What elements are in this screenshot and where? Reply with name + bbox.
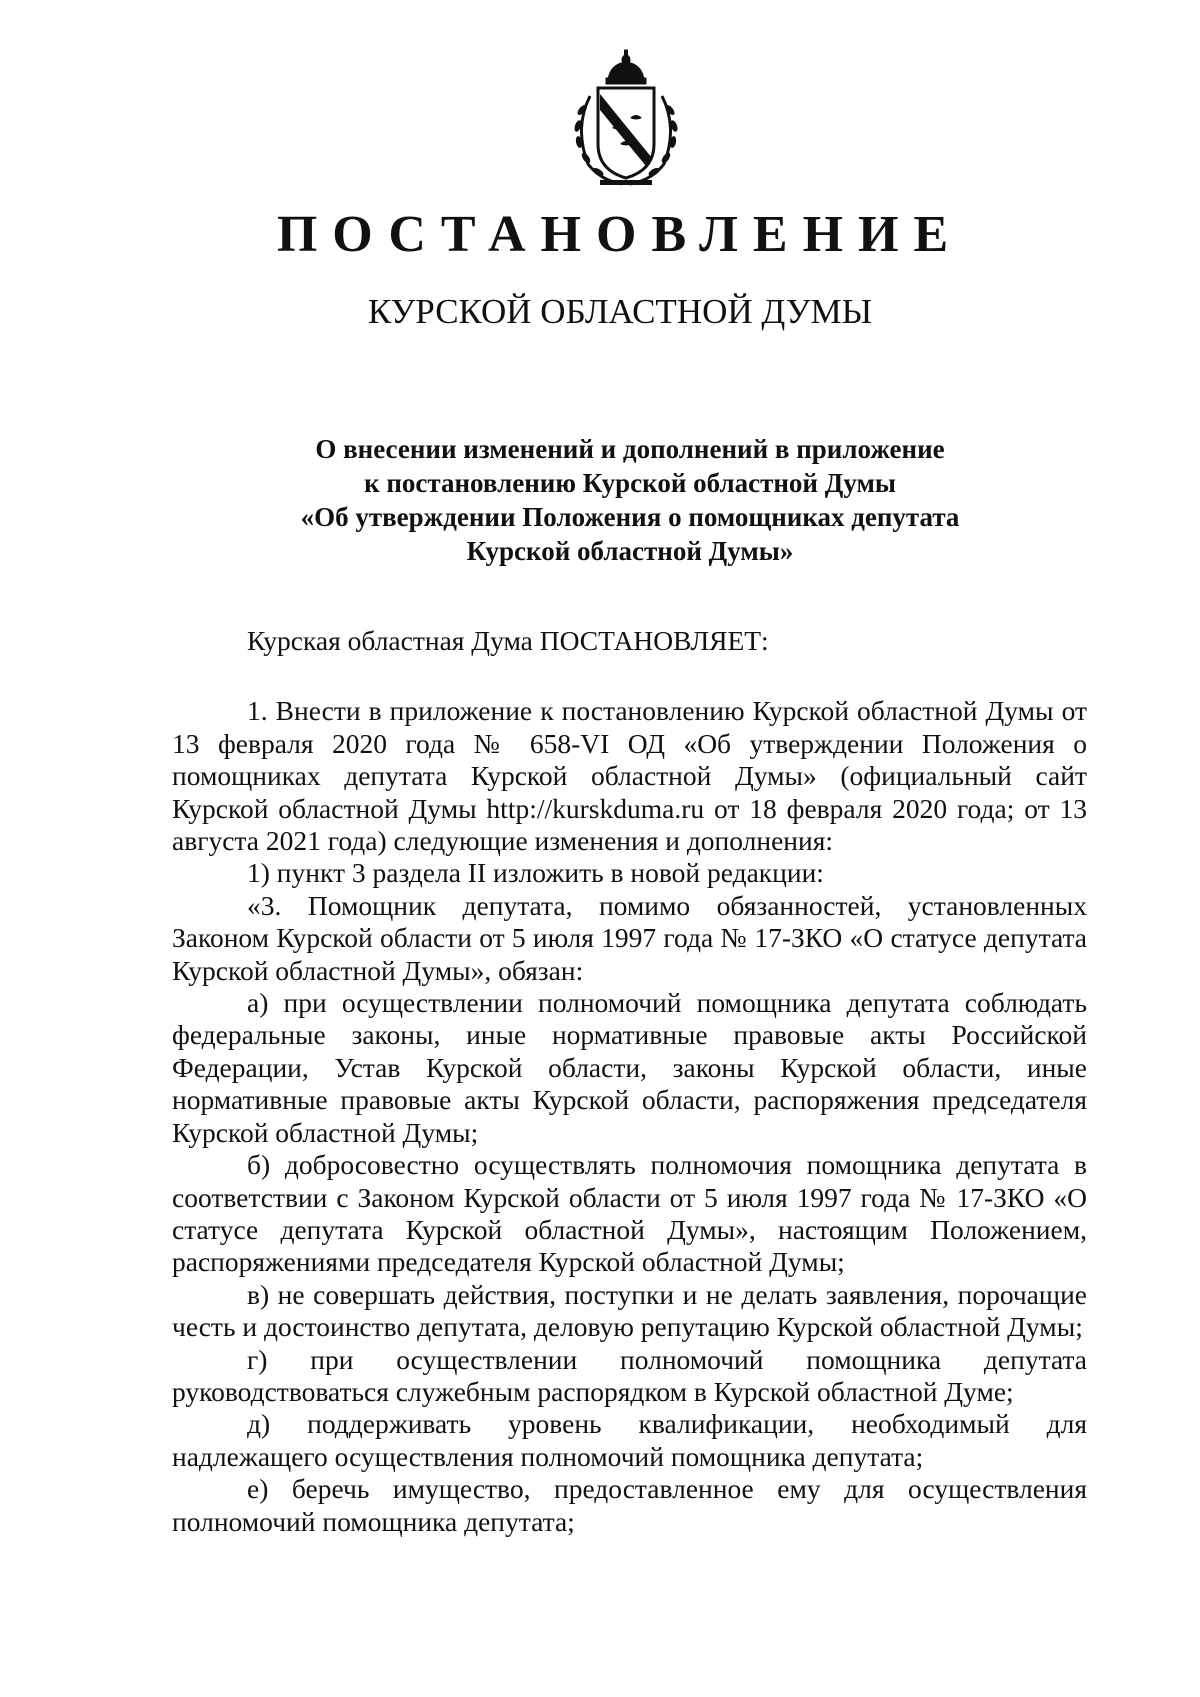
paragraph-point-3: «3. Помощник депутата, помимо обязанностей, установленных Законом Курской области от 5 июля 1997 года № 17-ЗКО «О статусе депутата Курской областной Думы», обязан:	[172, 889, 1087, 986]
paragraph-1: 1. Внести в приложение к постановлению Курской областной Думы от 13 февраля 2020 года № 658-VI ОД «Об утверждении Положения о помощниках депутата Курской областной Думы» (официальный сайт Курской областной Думы http://kurskduma.ru от 18 февраля 2020 года; от 13 августа 2021 года) следующие изменения и дополнения:	[172, 695, 1087, 857]
paragraph-item-1: 1) пункт 3 раздела II изложить в новой редакции:	[247, 857, 824, 889]
heading-line: О внесении изменений и дополнений в приложение	[315, 434, 945, 464]
document-subtitle: КУРСКОЙ ОБЛАСТНОЙ ДУМЫ	[367, 292, 873, 331]
decree-statement: Курская областная Дума ПОСТАНОВЛЯЕТ:	[247, 625, 769, 656]
document-body	[172, 625, 1087, 1538]
paragraph-v: в) не совершать действия, поступки и не делать заявления, порочащие честь и достоинство депутата, деловую репутацию Курской областной Думы;	[172, 1278, 1087, 1343]
paragraph-d: д) поддерживать уровень квалификации, необходимый для надлежащего осуществления полномочий помощника депутата;	[172, 1408, 1087, 1472]
paragraph-a: а) при осуществлении полномочий помощника депутата соблюдать федеральные законы, иные нормативные правовые акты Российской Федерации, Устав Курской области, законы Курской области, иные нормативные правовые акты Курской области, распоряжения председателя Курской областной Думы;	[172, 987, 1087, 1148]
heading-line: «Об утверждении Положения о помощниках депутата	[300, 502, 960, 532]
paragraph-e: е) беречь имущество, предоставленное ему для осуществления полномочий помощника депутата;	[172, 1473, 1087, 1537]
coat-of-arms-icon	[560, 48, 692, 190]
document-heading	[0, 432, 1200, 568]
paragraph-g: г) при осуществлении полномочий помощника депутата руководствоваться служебным распорядком в Курской областной Думе;	[172, 1343, 1087, 1407]
heading-line: Курской областной Думы»	[466, 536, 794, 566]
heading-line: к постановлению Курской областной Думы	[364, 468, 896, 498]
document-title: ПОСТАНОВЛЕНИЕ	[276, 206, 964, 263]
paragraph-b: б) добросовестно осуществлять полномочия помощника депутата в соответствии с Законом Курской области от 5 июля 1997 года № 17-ЗКО «О статусе депутата Курской областной Думы», настоящим Положением, распоряжениями председателя Курской областной Думы;	[172, 1149, 1087, 1278]
